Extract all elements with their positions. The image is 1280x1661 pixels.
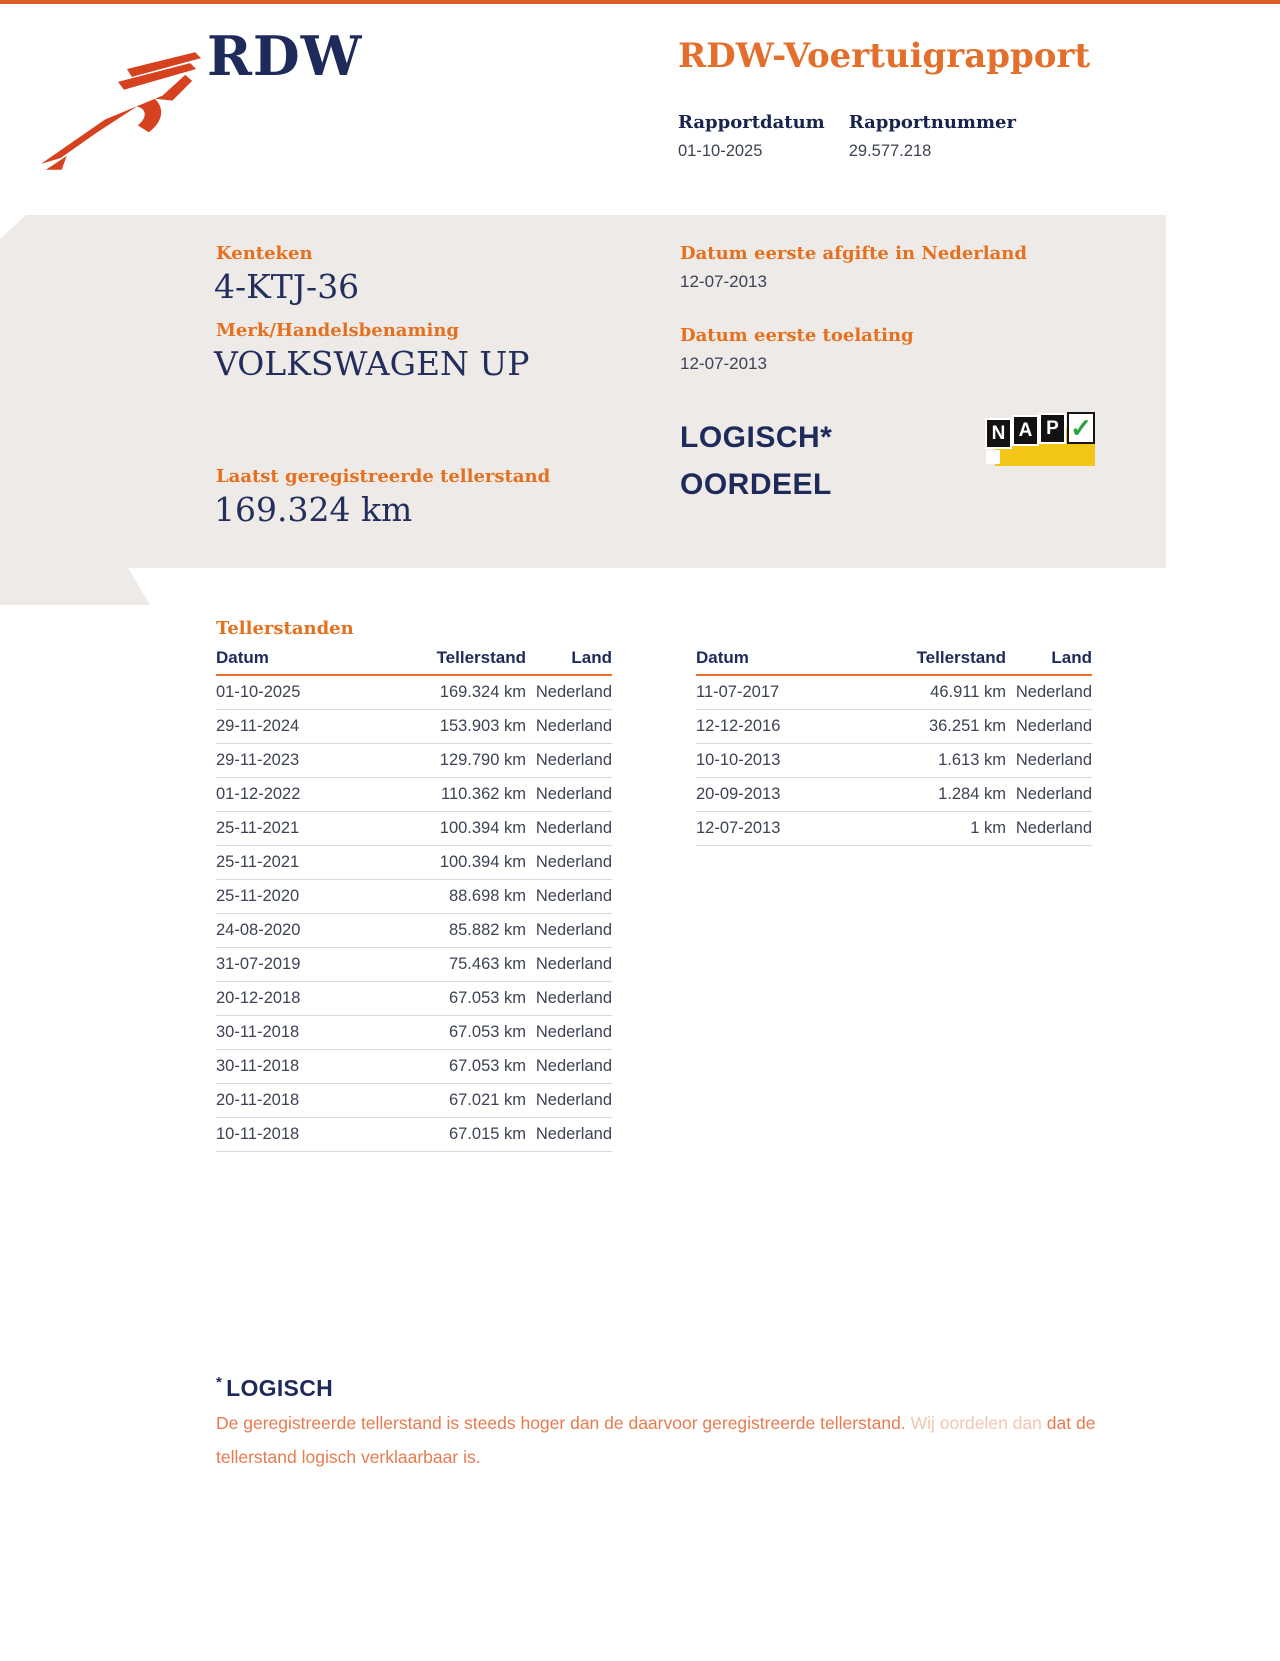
report-number-value: 29.577.218 xyxy=(848,142,932,160)
table-row xyxy=(216,710,612,744)
page-title: RDW-Voertuigrapport xyxy=(678,36,1091,76)
row-country: Nederland xyxy=(1015,785,1092,803)
report-date-value: 01-10-2025 xyxy=(678,142,763,160)
table-row xyxy=(216,676,612,710)
verdict-line1: LOGISCH* xyxy=(680,421,833,454)
header-odometer: Tellerstand xyxy=(916,648,1006,667)
table-row xyxy=(216,1118,612,1152)
row-country: Nederland xyxy=(535,955,612,973)
row-odometer: 67.021 km xyxy=(448,1091,526,1109)
table-row xyxy=(696,812,1092,846)
row-country: Nederland xyxy=(535,1057,612,1075)
row-odometer: 129.790 km xyxy=(439,751,526,769)
table-header-row xyxy=(216,648,612,676)
nap-letter-tiles xyxy=(985,413,1095,445)
row-date: 11-07-2017 xyxy=(696,683,780,701)
header-date: Datum xyxy=(216,648,269,667)
row-odometer: 67.053 km xyxy=(448,989,526,1007)
row-date: 20-09-2013 xyxy=(696,785,781,803)
row-country: Nederland xyxy=(1015,683,1092,701)
nap-letter-p: P xyxy=(1039,413,1066,444)
row-odometer: 100.394 km xyxy=(439,853,526,871)
row-odometer: 67.053 km xyxy=(448,1057,526,1075)
license-plate-value: 4-KTJ-36 xyxy=(214,267,360,306)
rdw-bird-logo-icon xyxy=(36,48,204,174)
report-number-label: Rapportnummer xyxy=(848,112,1016,133)
nap-logo xyxy=(985,413,1097,467)
summary-panel xyxy=(0,215,1166,605)
row-country: Nederland xyxy=(535,887,612,905)
row-country: Nederland xyxy=(535,1023,612,1041)
table-row xyxy=(216,982,612,1016)
row-odometer: 46.911 km xyxy=(930,683,1006,701)
header-date: Datum xyxy=(696,648,749,667)
row-country: Nederland xyxy=(1015,819,1092,837)
table-row xyxy=(216,948,612,982)
row-date: 20-11-2018 xyxy=(216,1091,300,1109)
nap-checkmark-icon: ✓ xyxy=(1067,412,1095,444)
table-row xyxy=(216,778,612,812)
row-date: 29-11-2024 xyxy=(216,717,300,735)
row-date: 30-11-2018 xyxy=(216,1057,300,1075)
row-country: Nederland xyxy=(535,717,612,735)
header-country: Land xyxy=(1051,648,1092,667)
footnote-asterisk: * xyxy=(216,1374,223,1391)
table-row xyxy=(696,778,1092,812)
report-date-block xyxy=(678,112,825,161)
row-country: Nederland xyxy=(535,1125,612,1143)
row-odometer: 169.324 km xyxy=(439,683,526,701)
table-row xyxy=(216,914,612,948)
rdw-logo-text: RDW xyxy=(207,24,363,88)
row-odometer: 67.053 km xyxy=(448,1023,526,1041)
table-row xyxy=(216,1084,612,1118)
odometer-table-right xyxy=(696,648,1092,846)
row-date: 10-11-2018 xyxy=(216,1125,300,1143)
first-issue-nl-value: 12-07-2013 xyxy=(680,272,767,291)
row-date: 01-12-2022 xyxy=(216,785,301,803)
row-country: Nederland xyxy=(535,989,612,1007)
table-row xyxy=(216,880,612,914)
report-meta xyxy=(678,112,1016,161)
row-date: 24-08-2020 xyxy=(216,921,301,939)
row-odometer: 75.463 km xyxy=(448,955,526,973)
row-country: Nederland xyxy=(535,1091,612,1109)
row-country: Nederland xyxy=(535,853,612,871)
row-odometer: 1 km xyxy=(970,819,1006,837)
table-header-row xyxy=(696,648,1092,676)
row-date: 25-11-2021 xyxy=(216,819,300,837)
row-country: Nederland xyxy=(535,819,612,837)
row-date: 25-11-2021 xyxy=(216,853,300,871)
table-row xyxy=(696,744,1092,778)
nap-letter-n: N xyxy=(985,418,1012,449)
row-odometer: 36.251 km xyxy=(928,717,1006,735)
first-admission-value: 12-07-2013 xyxy=(680,354,767,373)
nap-letter-a: A xyxy=(1012,415,1039,446)
row-date: 12-12-2016 xyxy=(696,717,781,735)
table-body-right xyxy=(696,676,1092,846)
table-row xyxy=(216,812,612,846)
report-date-label: Rapportdatum xyxy=(678,112,825,133)
nap-white-square xyxy=(986,450,1000,464)
row-country: Nederland xyxy=(535,921,612,939)
last-odometer-label: Laatst geregistreerde tellerstand xyxy=(216,466,551,487)
row-odometer: 110.362 km xyxy=(441,785,526,803)
make-model-value: VOLKSWAGEN UP xyxy=(214,344,530,383)
license-plate-label: Kenteken xyxy=(216,243,313,264)
row-odometer: 1.613 km xyxy=(938,751,1006,769)
row-odometer: 88.698 km xyxy=(448,887,526,905)
top-accent-line xyxy=(0,0,1280,4)
row-date: 01-10-2025 xyxy=(216,683,301,701)
row-odometer: 153.903 km xyxy=(439,717,526,735)
table-body-left xyxy=(216,676,612,1152)
odometer-table-left xyxy=(216,648,612,1152)
table-row xyxy=(696,676,1092,710)
footnote-text-2: dat de tellerstand logisch verklaarbaar is. xyxy=(216,1413,1096,1467)
first-admission-label: Datum eerste toelating xyxy=(680,325,914,346)
row-country: Nederland xyxy=(1015,717,1092,735)
row-odometer: 1.284 km xyxy=(938,785,1006,803)
row-date: 30-11-2018 xyxy=(216,1023,300,1041)
footnote-text-faded: Wij oordelen dan xyxy=(910,1413,1042,1433)
make-model-label: Merk/Handelsbenaming xyxy=(216,320,460,341)
row-date: 31-07-2019 xyxy=(216,955,301,973)
row-date: 10-10-2013 xyxy=(696,751,781,769)
footnote-text-1: De geregistreerde tellerstand is steeds hoger dan de daarvoor geregistreerde tellerstand. xyxy=(216,1413,911,1433)
table-row xyxy=(216,1016,612,1050)
table-row xyxy=(216,1050,612,1084)
row-odometer: 85.882 km xyxy=(448,921,526,939)
last-odometer-value: 169.324 km xyxy=(214,490,413,529)
row-country: Nederland xyxy=(535,683,612,701)
odometer-section-title: Tellerstanden xyxy=(216,618,354,639)
row-country: Nederland xyxy=(535,785,612,803)
header-country: Land xyxy=(571,648,612,667)
row-date: 20-12-2018 xyxy=(216,989,301,1007)
row-date: 25-11-2020 xyxy=(216,887,300,905)
footnote-title-text: LOGISCH xyxy=(226,1375,334,1401)
table-row xyxy=(696,710,1092,744)
footnote-body xyxy=(216,1406,1136,1474)
table-row xyxy=(216,846,612,880)
verdict-text xyxy=(680,414,832,508)
table-row xyxy=(216,744,612,778)
first-issue-nl-label: Datum eerste afgifte in Nederland xyxy=(680,243,1027,264)
row-odometer: 100.394 km xyxy=(439,819,526,837)
verdict-line2: OORDEEL xyxy=(680,468,832,501)
row-country: Nederland xyxy=(1015,751,1092,769)
report-number-block xyxy=(849,112,1016,161)
row-country: Nederland xyxy=(535,751,612,769)
row-date: 29-11-2023 xyxy=(216,751,300,769)
footnote-title xyxy=(216,1374,333,1402)
row-odometer: 67.015 km xyxy=(448,1125,526,1143)
header-odometer: Tellerstand xyxy=(436,648,526,667)
row-date: 12-07-2013 xyxy=(696,819,781,837)
